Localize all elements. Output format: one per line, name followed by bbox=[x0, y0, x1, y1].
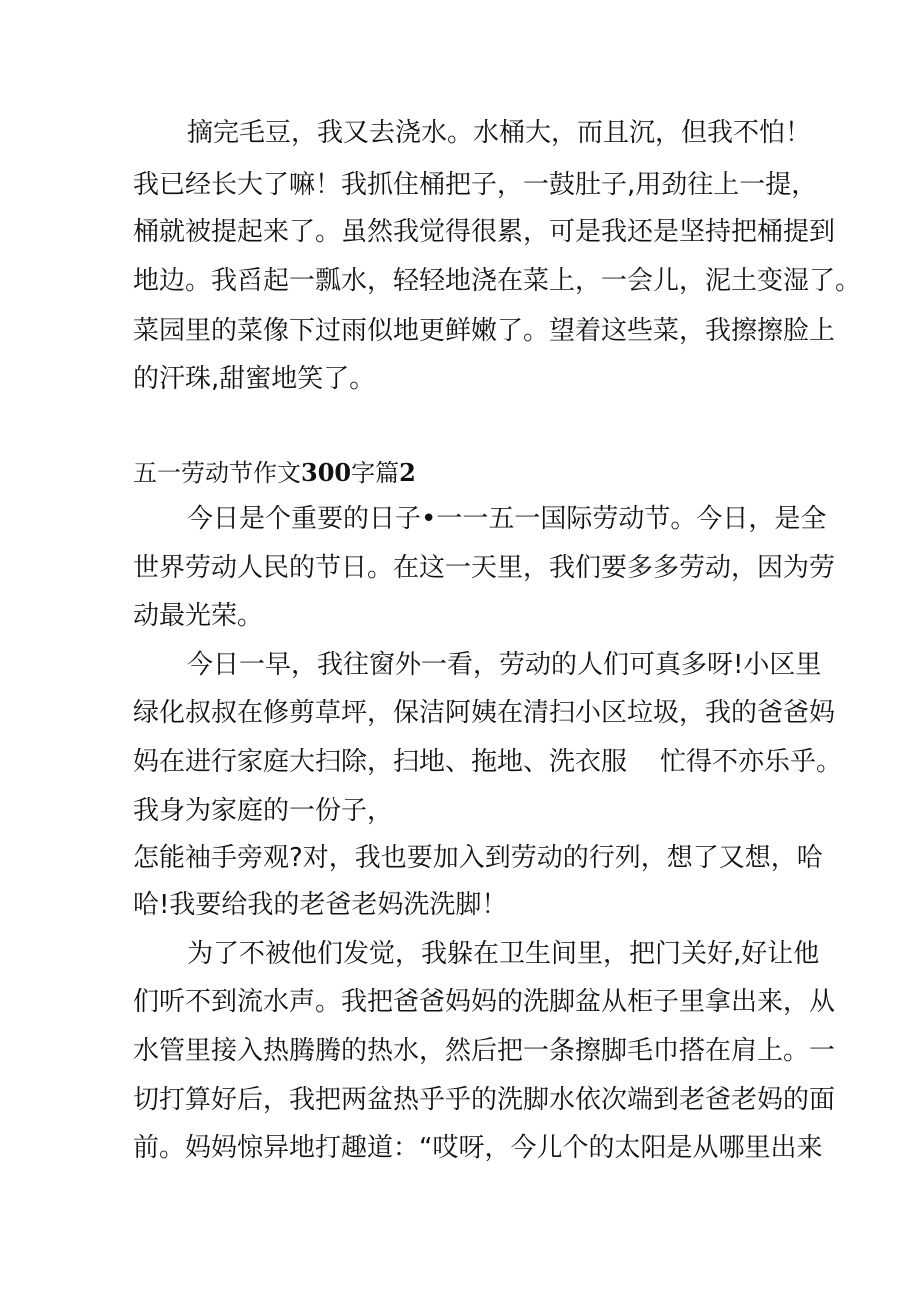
paragraph-3-line-4: 我身为家庭的一份子， bbox=[133, 796, 394, 826]
paragraph-3-line-1: 今日一早，我往窗外一看，劳动的人们可真多呀!小区里 bbox=[187, 650, 822, 680]
paragraph-4-line-4: 切打算好后，我把两盆热乎乎的洗脚水依次端到老爸老妈的面 bbox=[133, 1085, 836, 1115]
paragraph-4-line-2: 们听不到流水声。我把爸爸妈妈的洗脚盆从柜子里拿出来，从 bbox=[133, 987, 836, 1017]
paragraph-3-line-5: 怎能袖手旁观?对，我也要加入到劳动的行列，想了又想，哈 bbox=[133, 843, 823, 873]
paragraph-1-line-4: 地边。我舀起一瓢水，轻轻地浇在菜上，一会儿，泥土变湿了。 bbox=[133, 266, 862, 296]
paragraph-4-line-3: 水管里接入热腾腾的热水，然后把一条擦脚毛巾搭在肩上。一 bbox=[133, 1036, 836, 1066]
heading-prefix: 五一劳动节作文 bbox=[133, 459, 301, 487]
paragraph-2-line-3: 动最光荣。 bbox=[133, 601, 264, 631]
section-heading bbox=[133, 458, 416, 488]
paragraph-2-line-1: 今日是个重要的日子•一一五一国际劳动节。今日，是全 bbox=[187, 504, 827, 534]
heading-index: 2 bbox=[399, 458, 416, 487]
paragraph-1-line-5: 菜园里的菜像下过雨似地更鲜嫩了。望着这些菜，我擦擦脸上 bbox=[133, 316, 836, 346]
paragraph-1-line-3: 桶就被提起来了。虽然我觉得很累，可是我还是坚持把桶提到 bbox=[133, 217, 836, 247]
paragraph-3-line-3: 妈在进行家庭大扫除，扫地、拖地、洗衣服 忙得不亦乐乎。 bbox=[133, 747, 843, 777]
paragraph-3-line-6: 哈!我要给我的老爸老妈洗洗脚！ bbox=[133, 890, 508, 920]
paragraph-4-line-1: 为了不被他们发觉，我躲在卫生间里，把门关好,好让他 bbox=[187, 939, 820, 969]
paragraph-2-line-2: 世界劳动人民的节日。在这一天里，我们要多多劳动，因为劳 bbox=[133, 553, 836, 583]
paragraph-4-line-5: 前。妈妈惊异地打趣道：“哎呀，今儿个的太阳是从哪里出来 bbox=[133, 1133, 823, 1163]
paragraph-1-line-6: 的汗珠,甜蜜地笑了。 bbox=[133, 364, 376, 394]
heading-suffix: 字篇 bbox=[351, 459, 400, 487]
paragraph-3-line-2: 绿化叔叔在修剪草坪，保洁阿姨在清扫小区垃圾，我的爸爸妈 bbox=[133, 698, 836, 728]
paragraph-1-line-1: 摘完毛豆，我又去浇水。水桶大，而且沉，但我不怕！ bbox=[187, 118, 812, 148]
heading-number: 300 bbox=[301, 458, 352, 487]
paragraph-1-line-2: 我已经长大了嘛！我抓住桶把子，一鼓肚子,用劲往上一提， bbox=[133, 170, 818, 200]
